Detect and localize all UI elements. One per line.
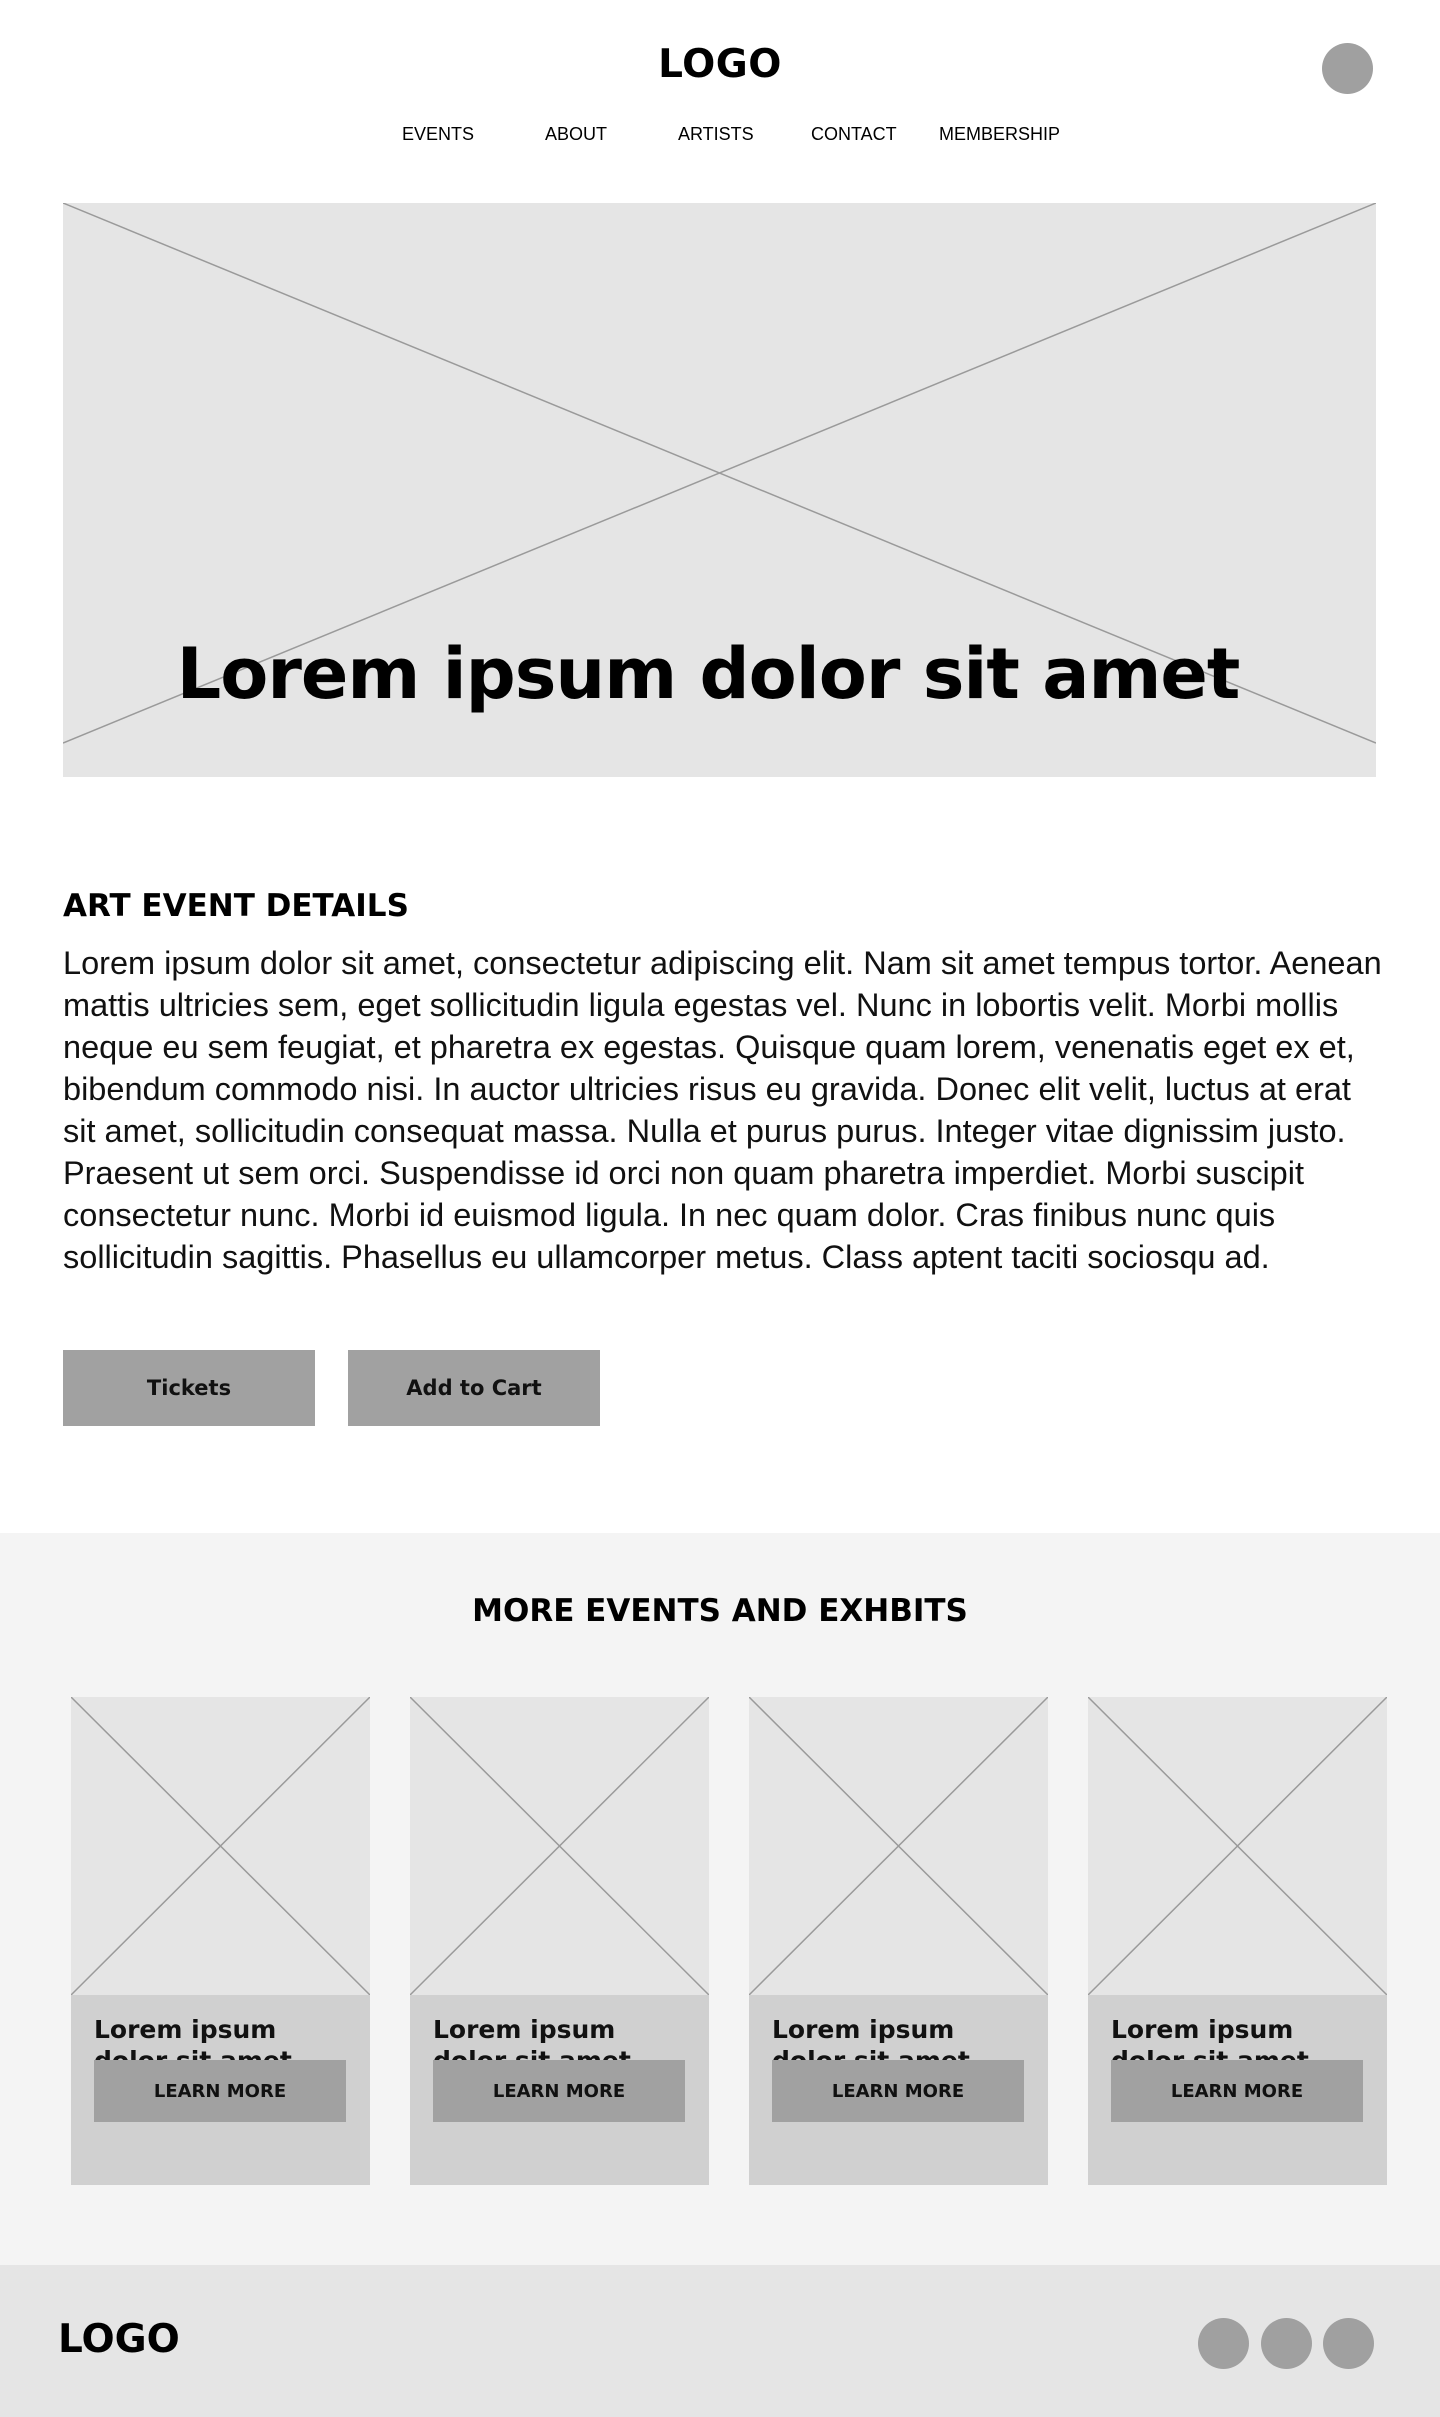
card-title: Lorem ipsum [433, 2015, 616, 2044]
card-image [1088, 1697, 1387, 1995]
nav-membership[interactable]: MEMBERSHIP [939, 124, 1061, 144]
card-image [71, 1697, 370, 1995]
tickets-button[interactable]: Tickets [63, 1350, 315, 1426]
social-icon[interactable] [1323, 2318, 1374, 2369]
nav-contact[interactable]: CONTACT [811, 124, 897, 144]
event-card [71, 1697, 370, 2185]
hero-banner [63, 203, 1376, 777]
event-card [1088, 1697, 1387, 2185]
nav-events[interactable]: EVENTS [402, 124, 475, 144]
hero-title: Lorem ipsum dolor sit amet [176, 633, 1240, 715]
event-card [410, 1697, 709, 2185]
social-icon[interactable] [1198, 2318, 1249, 2369]
user-avatar-icon[interactable] [1322, 43, 1373, 94]
card-image [749, 1697, 1048, 1995]
learn-more-button[interactable]: LEARN MORE [1111, 2060, 1363, 2122]
social-icon[interactable] [1261, 2318, 1312, 2369]
site-footer [0, 2265, 1440, 2417]
nav-about[interactable]: ABOUT [545, 124, 608, 144]
card-image [410, 1697, 709, 1995]
image-placeholder-icon [71, 1697, 370, 1995]
site-header [0, 0, 1440, 190]
card-title: Lorem ipsum [772, 2015, 955, 2044]
image-placeholder-icon [749, 1697, 1048, 1995]
details-heading: ART EVENT DETAILS [63, 888, 409, 924]
header-logo[interactable]: LOGO [658, 42, 782, 87]
image-placeholder-icon [1088, 1697, 1387, 1995]
learn-more-button[interactable]: LEARN MORE [772, 2060, 1024, 2122]
more-events-section [0, 1533, 1440, 2265]
learn-more-button[interactable]: LEARN MORE [433, 2060, 685, 2122]
learn-more-button[interactable]: LEARN MORE [94, 2060, 346, 2122]
footer-logo[interactable]: LOGO [58, 2317, 180, 2362]
card-title: Lorem ipsum [1111, 2015, 1294, 2044]
image-placeholder-icon [410, 1697, 709, 1995]
event-card [749, 1697, 1048, 2185]
nav-artists[interactable]: ARTISTS [678, 124, 754, 144]
details-body: Lorem ipsum dolor sit amet, consectetur adipiscing elit. Nam sit amet tempus tortor. Aenean mattis ultricies sem, eget sollicitudin ligula egestas vel. Nunc in lobortis velit. Morbi mollis neque eu sem feugiat, et pharetra ex egestas. Quisque quam lorem, venenatis eget ex et, bibendum commodo nisi. In auctor ultricies risus eu gravida. Donec elit velit, luctus at erat sit amet, sollicitudin consequat massa. Nulla et purus purus. Integer vitae dignissim justo. Praesent ut sem orci. Suspendisse id orci non quam pharetra imperdiet. Morbi suscipit consectetur nunc. Morbi id euismod ligula. In nec quam dolor. Cras finibus nunc quis sollicitudin sagittis. Phasellus eu ullamcorper metus. Class aptent taciti sociosqu ad. [63, 945, 1382, 1275]
card-title: Lorem ipsum [94, 2015, 277, 2044]
more-events-heading: MORE EVENTS AND EXHBITS [472, 1593, 968, 1629]
add-to-cart-button[interactable]: Add to Cart [348, 1350, 600, 1426]
